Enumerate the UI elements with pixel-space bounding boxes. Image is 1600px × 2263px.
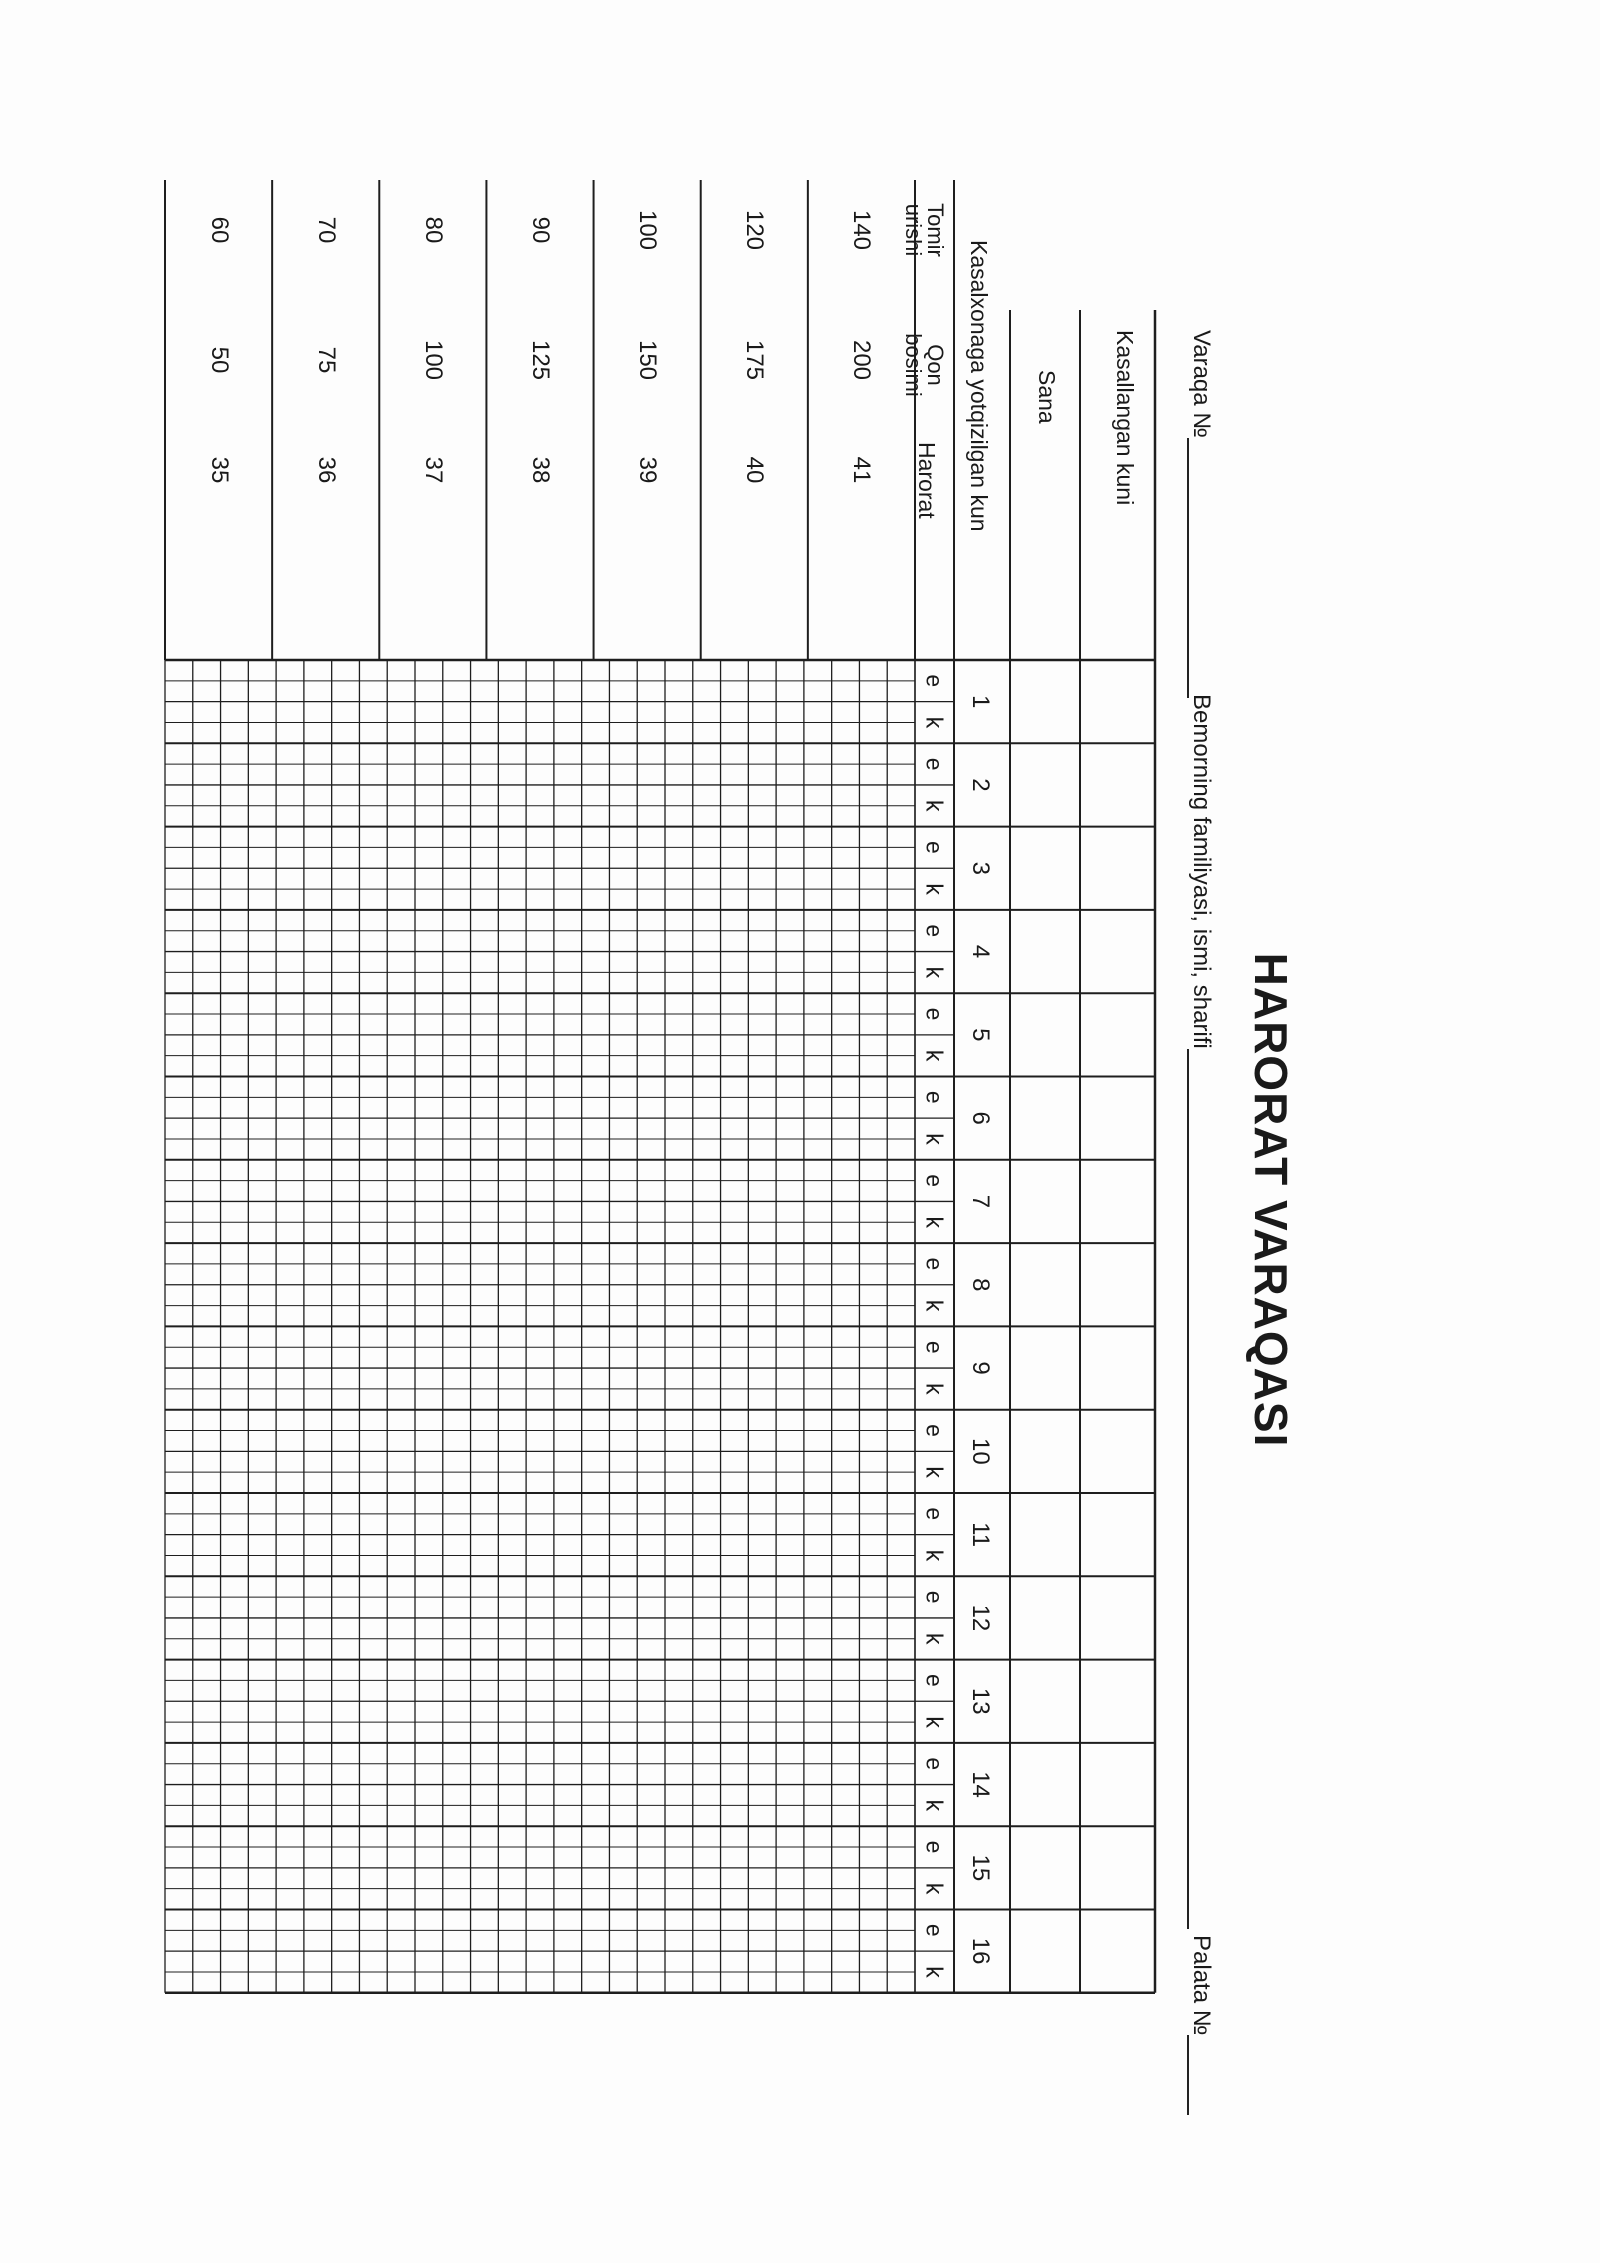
ward-number-field	[1187, 1935, 1215, 2115]
form-title: HARORAT VARAQASI	[1245, 952, 1297, 1448]
pressure-scale-value: 75	[312, 346, 340, 374]
day-part-label: k	[922, 1799, 948, 1812]
pulse-header-line-1: Tomir	[923, 203, 948, 257]
day-part-label: k	[922, 1299, 948, 1312]
day-part-label: e	[922, 1257, 948, 1271]
day-part-label: k	[922, 1716, 948, 1728]
day-part-label: e	[922, 674, 948, 688]
temperature-sheet	[150, 180, 1310, 2220]
temperature-scale-value: 40	[741, 456, 769, 484]
day-number: 10	[967, 1437, 994, 1465]
day-part-label: e	[922, 1674, 948, 1687]
day-number: 1	[967, 694, 994, 709]
pressure-scale-value: 100	[419, 339, 447, 381]
day-part-label: k	[922, 1466, 948, 1478]
temperature-scale-value: 41	[848, 456, 876, 484]
day-part-label: e	[922, 1507, 948, 1521]
ward-number-label: Palata №	[1188, 1935, 1215, 2036]
day-part-label: e	[922, 1424, 948, 1437]
pulse-scale-value: 120	[741, 209, 769, 251]
day-part-label: e	[922, 924, 948, 938]
day-number: 4	[967, 944, 994, 959]
patient-name-field	[1187, 694, 1215, 1929]
patient-name-label: Bemorning familiyasi, ismi, sharifi	[1188, 694, 1215, 1049]
day-number: 14	[967, 1771, 994, 1798]
day-part-label: k	[922, 883, 948, 895]
pressure-header	[902, 330, 946, 400]
day-part-label: e	[922, 1757, 948, 1771]
temperature-scale-value: 39	[634, 456, 662, 484]
day-number: 5	[967, 1028, 994, 1042]
pressure-scale-value: 150	[634, 339, 662, 381]
day-number: 8	[967, 1278, 994, 1292]
day-part-label: e	[922, 1590, 948, 1604]
day-part-label: e	[922, 1923, 948, 1937]
pulse-scale-value: 80	[419, 216, 447, 244]
date-label: Sana	[1034, 370, 1060, 424]
pressure-scale-value: 50	[205, 346, 233, 374]
sheet-number-line	[1187, 438, 1211, 698]
pulse-scale-value: 140	[848, 209, 876, 251]
patient-name-line	[1187, 1049, 1211, 1929]
temperature-scale-value: 38	[527, 456, 554, 484]
day-part-label: k	[922, 800, 948, 812]
day-part-label: e	[922, 1007, 948, 1021]
day-number: 11	[967, 1522, 994, 1548]
day-number: 16	[967, 1937, 994, 1965]
pressure-scale-value: 125	[527, 339, 554, 381]
temperature-scale-value: 35	[205, 456, 233, 484]
pressure-scale-value: 175	[741, 339, 769, 381]
pressure-scale-value: 200	[848, 339, 876, 381]
day-part-label: e	[922, 1174, 948, 1188]
temperature-scale-value: 37	[419, 456, 447, 484]
sheet-number-label: Varaqa №	[1188, 330, 1215, 439]
day-number: 6	[967, 1111, 994, 1125]
day-number: 2	[967, 778, 994, 792]
pressure-header-line-1: Qon	[923, 344, 948, 386]
day-part-label: e	[922, 1840, 948, 1854]
day-part-label: e	[922, 1340, 948, 1354]
illness-day-label: Kasallangan kuni	[1112, 330, 1138, 506]
pulse-scale-value: 100	[634, 209, 662, 251]
temperature-header: Harorat	[914, 442, 940, 519]
pulse-header-line-2: urishi	[901, 203, 926, 257]
pulse-scale-value: 60	[205, 216, 233, 244]
hospital-day-label: Kasalxonaga yotqizilgan kun	[966, 240, 992, 532]
day-part-label: e	[922, 1090, 948, 1104]
pulse-scale-value: 90	[527, 216, 554, 244]
pressure-header-line-2: bosimi	[901, 333, 926, 397]
ward-number-line	[1187, 2035, 1211, 2115]
day-number: 7	[967, 1194, 994, 1209]
pulse-scale-value: 70	[312, 216, 340, 244]
day-number: 3	[967, 861, 994, 875]
day-part-label: k	[922, 1383, 948, 1395]
day-number: 15	[967, 1854, 994, 1882]
pulse-header	[902, 200, 946, 260]
day-part-label: k	[922, 1216, 948, 1229]
day-part-label: k	[922, 716, 948, 729]
day-part-label: k	[922, 1133, 948, 1145]
day-part-label: k	[922, 966, 948, 979]
day-part-label: k	[922, 1966, 948, 1978]
day-part-label: k	[922, 1549, 948, 1562]
day-number: 12	[967, 1604, 994, 1632]
day-part-label: k	[922, 1882, 948, 1895]
day-number: 9	[967, 1361, 994, 1375]
day-part-label: k	[922, 1049, 948, 1062]
temperature-scale-value: 36	[312, 456, 340, 484]
day-part-label: k	[922, 1633, 948, 1645]
sheet-number-field	[1187, 330, 1215, 698]
day-part-label: e	[922, 841, 948, 854]
day-part-label: e	[922, 757, 948, 771]
day-number: 13	[967, 1687, 994, 1715]
